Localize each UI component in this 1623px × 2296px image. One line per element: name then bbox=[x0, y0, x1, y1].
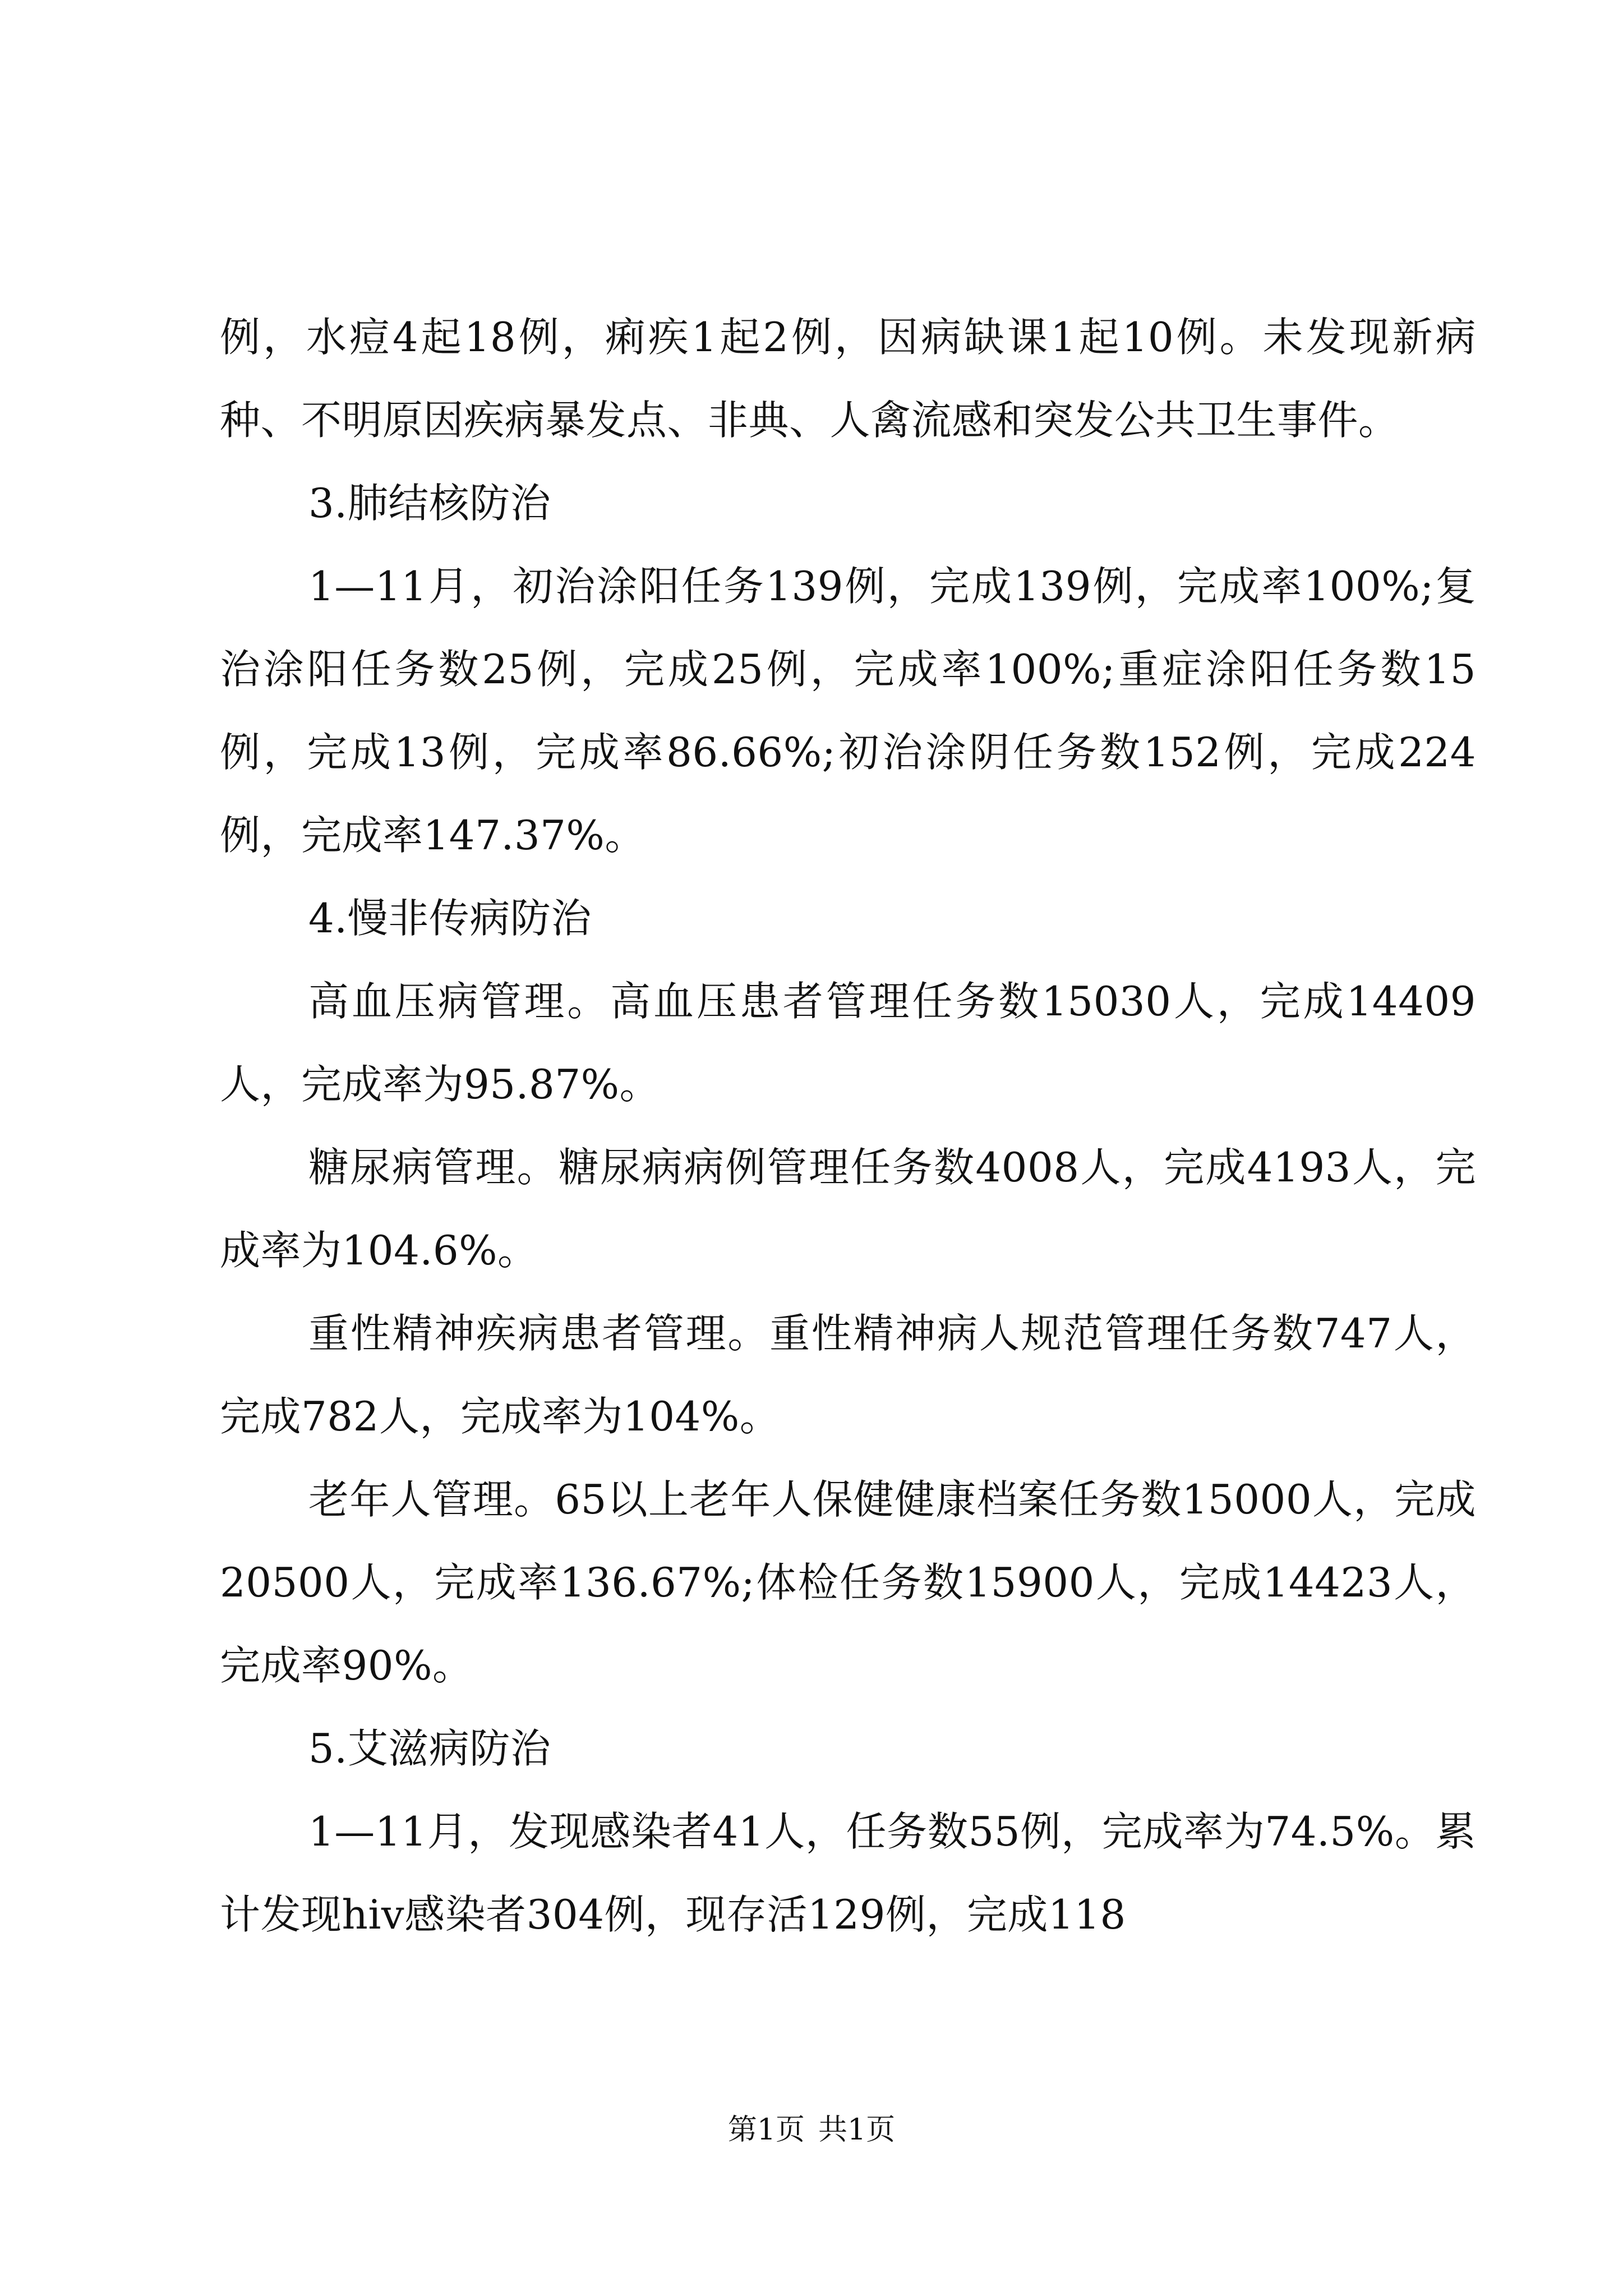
paragraph-mental-illness-management: 重性精神疾病患者管理。重性精神病人规范管理任务数747人，完成782人，完成率为104%。 bbox=[220, 1310, 1476, 1440]
paragraph-diabetes-management: 糖尿病管理。糖尿病病例管理任务数4008人，完成4193人，完成率为104.6%。 bbox=[220, 1144, 1476, 1274]
document-body bbox=[220, 296, 1476, 1956]
paragraph-aids-stats: 1—11月，发现感染者41人，任务数55例，完成率为74.5%。累计发现hiv感染者304例，现存活129例，完成118 bbox=[220, 1808, 1476, 1938]
paragraph-disease-report-continuation: 例，水痘4起18例，痢疾1起2例，因病缺课1起10例。未发现新病种、不明原因疾病暴发点、非典、人禽流感和突发公共卫生事件。 bbox=[220, 314, 1476, 444]
paragraph-elderly-management: 老年人管理。65以上老年人保健健康档案任务数15000人，完成20500人，完成率136.67%;体检任务数15900人，完成14423人，完成率90%。 bbox=[220, 1476, 1476, 1689]
page-total: 共1页 bbox=[818, 2113, 896, 2147]
heading-aids-control: 5.艾滋病防治 bbox=[308, 1725, 551, 1772]
heading-tuberculosis-control: 3.肺结核防治 bbox=[308, 480, 551, 527]
heading-chronic-disease-control: 4.慢非传病防治 bbox=[308, 895, 592, 942]
page-number: 第1页 bbox=[727, 2113, 805, 2147]
paragraph-hypertension-management: 高血压病管理。高血压患者管理任务数15030人，完成14409人，完成率为95.87%。 bbox=[220, 978, 1476, 1108]
paragraph-tuberculosis-stats: 1—11月，初治涂阳任务139例，完成139例，完成率100%;复治涂阳任务数25例，完成25例，完成率100%;重症涂阳任务数15例，完成13例，完成率86.66%;初治涂阴任务数152例，完成224例，完成率147.37%。 bbox=[220, 563, 1476, 859]
page-footer bbox=[0, 2110, 1623, 2150]
